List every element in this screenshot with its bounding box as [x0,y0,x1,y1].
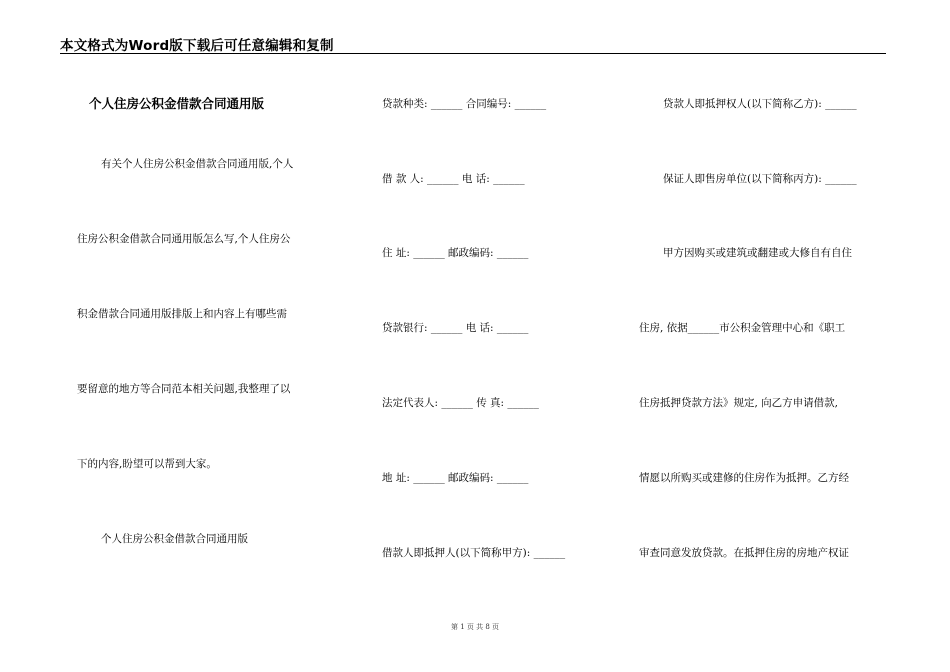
body-line: 甲方因购买或建筑或翻建或大修自有自住 [663,247,852,259]
form-line: 住 址: ______ 邮政编码: ______ [382,247,529,259]
form-line: 保证人即售房单位(以下简称丙方): ______ [663,173,857,185]
document-title: 个人住房公积金借款合同通用版 [89,96,265,111]
form-line: 贷款种类: ______ 合同编号: ______ [382,98,547,110]
form-line: 贷款银行: ______ 电 话: ______ [382,322,529,334]
page-number: 第 1 页 共 8 页 [450,623,500,631]
form-line: 法定代表人: ______ 传 真: ______ [382,397,539,409]
body-line: 有关个人住房公积金借款合同通用版,个人 [101,158,294,170]
body-line: 住房公积金借款合同通用版怎么写,个人住房公 [77,233,291,245]
body-line: 要留意的地方等合同范本相关问题,我整理了以 [77,383,291,395]
body-line: 情愿以所购买或建修的住房作为抵押。乙方经 [639,472,849,484]
body-line: 下的内容,盼望可以帮到大家。 [77,458,217,470]
form-line: 借款人即抵押人(以下简称甲方): ______ [382,547,566,559]
body-line: 住房抵押贷款方法》规定, 向乙方申请借款, [639,397,839,409]
document-header [60,33,886,54]
body-line: 积金借款合同通用版排版上和内容上有哪些需 [77,308,287,320]
header-text: 本文格式为Word版下载后可任意编辑和复制 [60,38,334,54]
form-line: 地 址: ______ 邮政编码: ______ [382,472,529,484]
body-line: 审查同意发放贷款。在抵押住房的房地产权证 [639,547,849,559]
subheading: 个人住房公积金借款合同通用版 [101,533,248,545]
body-line: 住房, 依据______市公积金管理中心和《职工 [639,322,846,334]
form-line: 贷款人即抵押权人(以下简称乙方): ______ [663,98,857,110]
form-line: 借 款 人: ______ 电 话: ______ [382,173,525,185]
